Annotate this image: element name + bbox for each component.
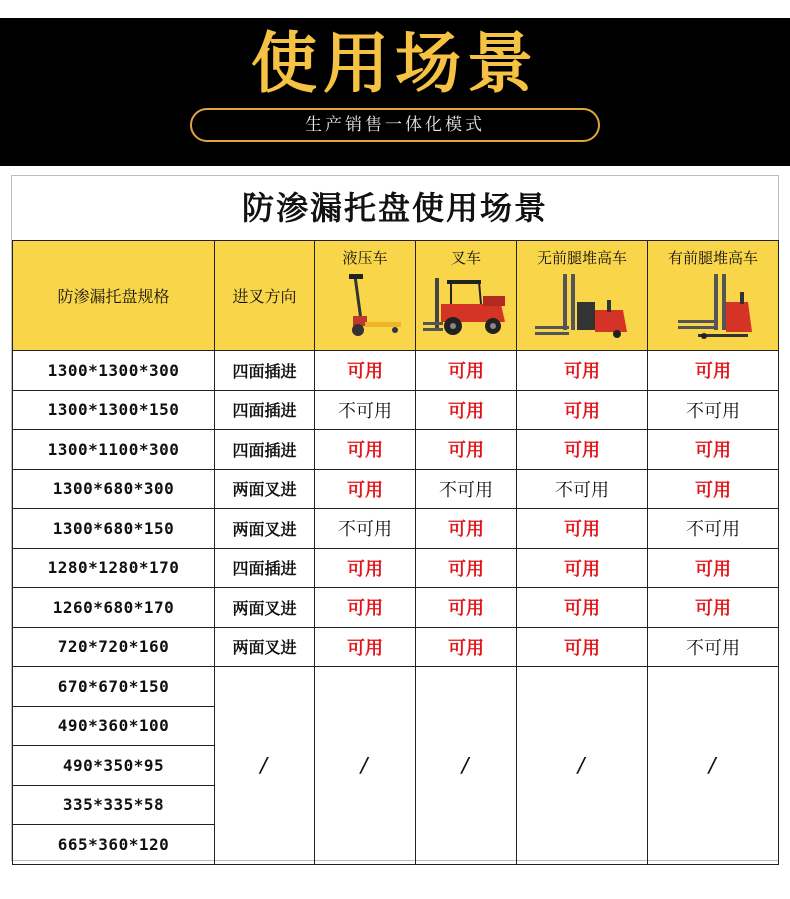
pallet-jack-availability-cell: 可用 xyxy=(315,430,416,470)
spec-cell: 335*335*58 xyxy=(13,785,215,825)
spec-cell: 1300*680*150 xyxy=(13,509,215,549)
spec-cell: 1300*1300*300 xyxy=(13,351,215,391)
direction-cell: 四面插进 xyxy=(215,430,315,470)
forklift-availability-cell: 可用 xyxy=(416,351,517,391)
stacker-with-legs-availability-cell: 可用 xyxy=(648,430,779,470)
forklift-availability-cell: 可用 xyxy=(416,548,517,588)
table-title: 防渗漏托盘使用场景 xyxy=(241,189,548,227)
spec-cell: 1260*680*170 xyxy=(13,588,215,628)
header-vehicle-label: 有前腿堆高车 xyxy=(667,249,758,267)
header-stacker-no-legs xyxy=(517,241,648,351)
stacker-with-legs-availability-cell: 不可用 xyxy=(648,627,779,667)
pallet-jack-not-applicable-cell: / xyxy=(315,667,416,865)
table-row xyxy=(13,588,779,628)
header-row xyxy=(13,241,779,351)
pallet-jack-icon xyxy=(325,272,405,342)
pallet-jack-availability-cell: 可用 xyxy=(315,351,416,391)
stacker-with-legs-availability-cell: 可用 xyxy=(648,588,779,628)
stacker-no-legs-availability-cell: 可用 xyxy=(517,588,648,628)
direction-cell: 四面插进 xyxy=(215,390,315,430)
direction-cell: 两面叉进 xyxy=(215,469,315,509)
table-row xyxy=(13,667,779,707)
forklift-not-applicable-cell: / xyxy=(416,667,517,865)
stacker-no-legs-icon xyxy=(527,272,637,342)
pallet-jack-availability-cell: 可用 xyxy=(315,469,416,509)
header-vehicle-label: 无前腿堆高车 xyxy=(536,249,627,267)
direction-cell: 两面叉进 xyxy=(215,627,315,667)
stacker-with-legs-icon xyxy=(658,272,768,342)
usage-table xyxy=(12,240,779,865)
stacker-no-legs-availability-cell: 不可用 xyxy=(517,469,648,509)
stacker-no-legs-availability-cell: 可用 xyxy=(517,548,648,588)
header-stacker-with-legs xyxy=(648,241,779,351)
spec-cell: 665*360*120 xyxy=(13,825,215,865)
header-forklift xyxy=(416,241,517,351)
forklift-availability-cell: 可用 xyxy=(416,390,517,430)
stacker-no-legs-availability-cell: 可用 xyxy=(517,390,648,430)
table-row xyxy=(13,351,779,391)
stacker-with-legs-availability-cell: 可用 xyxy=(648,548,779,588)
forklift-availability-cell: 可用 xyxy=(416,430,517,470)
header-pallet-jack xyxy=(315,241,416,351)
spec-cell: 670*670*150 xyxy=(13,667,215,707)
stacker-no-legs-availability-cell: 可用 xyxy=(517,351,648,391)
spec-cell: 1300*680*300 xyxy=(13,469,215,509)
pallet-jack-availability-cell: 可用 xyxy=(315,548,416,588)
forklift-availability-cell: 可用 xyxy=(416,588,517,628)
direction-cell: 四面插进 xyxy=(215,548,315,588)
pallet-jack-availability-cell: 可用 xyxy=(315,588,416,628)
stacker-no-legs-availability-cell: 可用 xyxy=(517,509,648,549)
forklift-availability-cell: 不可用 xyxy=(416,469,517,509)
stacker-with-legs-not-applicable-cell: / xyxy=(648,667,779,865)
header-vehicle-label: 叉车 xyxy=(450,249,481,267)
stacker-no-legs-availability-cell: 可用 xyxy=(517,627,648,667)
usage-table-card xyxy=(11,175,779,861)
direction-cell: 四面插进 xyxy=(215,351,315,391)
table-row xyxy=(13,390,779,430)
pallet-jack-availability-cell: 不可用 xyxy=(315,509,416,549)
table-row xyxy=(13,509,779,549)
stacker-no-legs-availability-cell: 可用 xyxy=(517,430,648,470)
table-row xyxy=(13,548,779,588)
header-direction: 进叉方向 xyxy=(215,241,315,351)
header-spec: 防渗漏托盘规格 xyxy=(13,241,215,351)
spec-cell: 1300*1100*300 xyxy=(13,430,215,470)
spec-cell: 720*720*160 xyxy=(13,627,215,667)
banner-title: 使用场景 xyxy=(251,25,539,102)
table-row xyxy=(13,469,779,509)
pallet-jack-availability-cell: 可用 xyxy=(315,627,416,667)
spec-cell: 490*360*100 xyxy=(13,706,215,746)
direction-cell: 两面叉进 xyxy=(215,588,315,628)
spec-cell: 490*350*95 xyxy=(13,746,215,786)
table-row xyxy=(13,627,779,667)
spec-cell: 1300*1300*150 xyxy=(13,390,215,430)
forklift-availability-cell: 可用 xyxy=(416,509,517,549)
stacker-with-legs-availability-cell: 可用 xyxy=(648,351,779,391)
stacker-with-legs-availability-cell: 不可用 xyxy=(648,390,779,430)
banner-subtitle: 生产销售一体化模式 xyxy=(190,108,600,142)
stacker-with-legs-availability-cell: 不可用 xyxy=(648,509,779,549)
stacker-with-legs-availability-cell: 可用 xyxy=(648,469,779,509)
header-vehicle-label: 液压车 xyxy=(342,249,388,267)
spec-cell: 1280*1280*170 xyxy=(13,548,215,588)
banner xyxy=(0,18,790,166)
forklift-icon xyxy=(421,272,511,342)
forklift-availability-cell: 可用 xyxy=(416,627,517,667)
direction-not-applicable-cell: / xyxy=(215,667,315,865)
pallet-jack-availability-cell: 不可用 xyxy=(315,390,416,430)
stacker-no-legs-not-applicable-cell: / xyxy=(517,667,648,865)
table-row xyxy=(13,430,779,470)
direction-cell: 两面叉进 xyxy=(215,509,315,549)
